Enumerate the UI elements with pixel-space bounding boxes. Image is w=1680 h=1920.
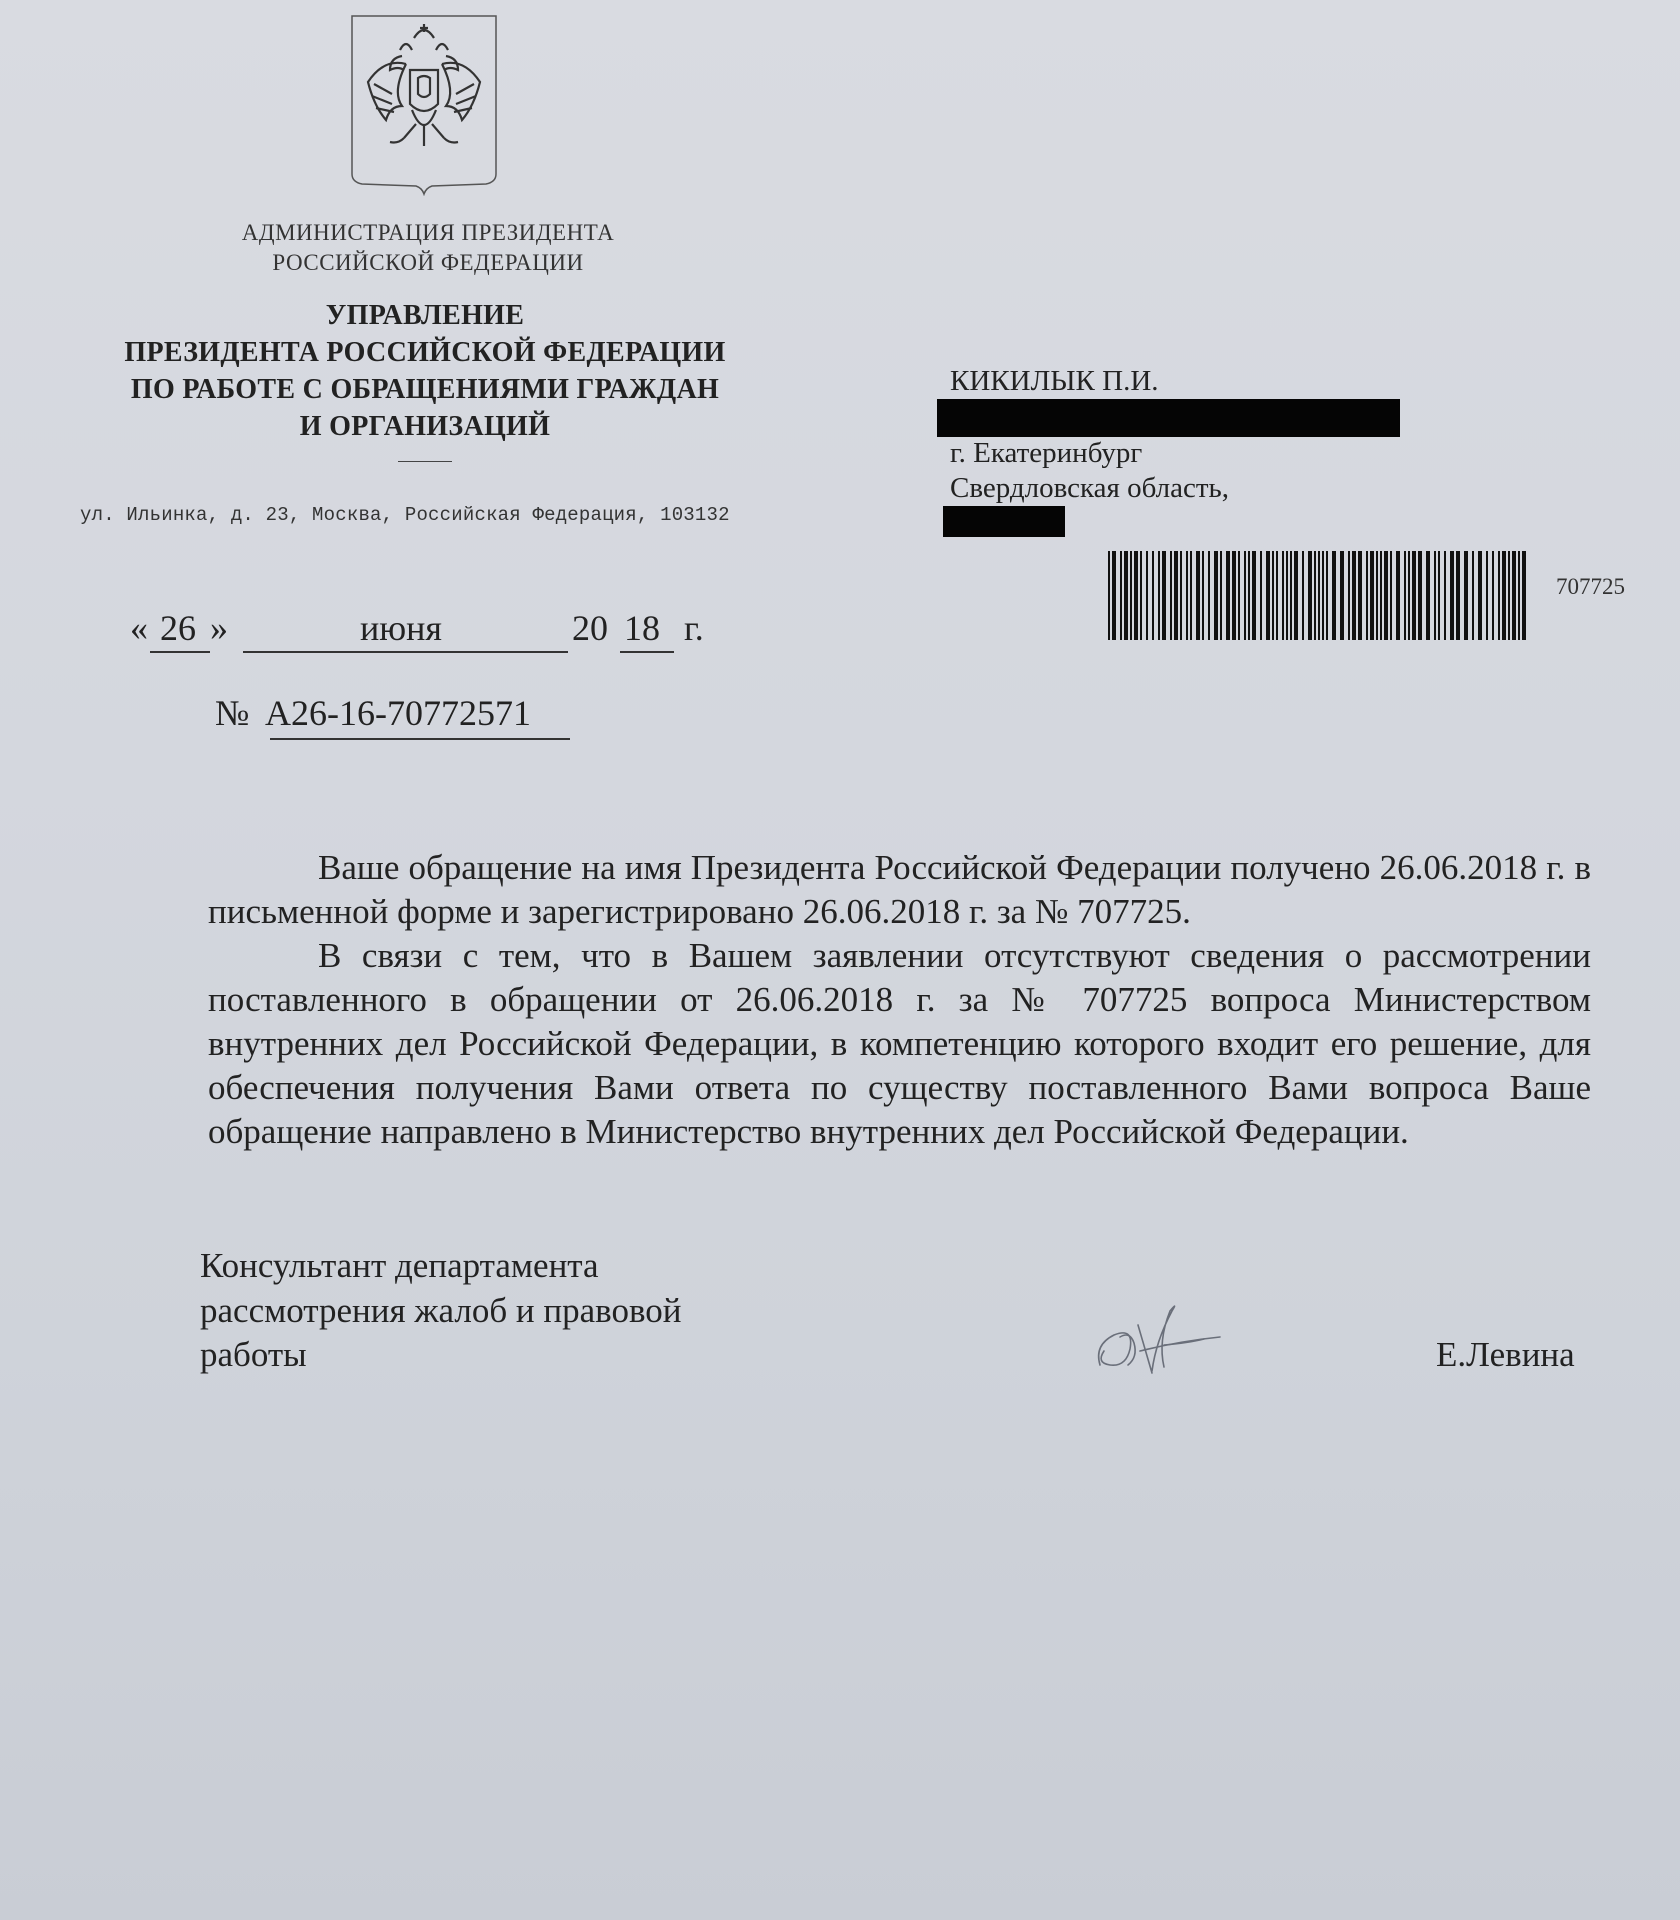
date-quote-open: «	[130, 608, 148, 648]
barcode-bar	[1170, 551, 1172, 640]
signer-role-line2: рассмотрения жалоб и правовой	[200, 1291, 682, 1330]
signer-role-line3: работы	[200, 1335, 307, 1374]
barcode-bar	[1244, 551, 1246, 640]
dept-title-line1: УПРАВЛЕНИЕ	[325, 300, 525, 331]
barcode-bar	[1322, 551, 1324, 640]
barcode-bar	[1286, 551, 1288, 640]
barcode-bar	[1444, 551, 1446, 640]
doc-number: А26-16-70772571	[265, 693, 531, 733]
org-address: ул. Ильинка, д. 23, Москва, Российская Федерация, 103132	[80, 504, 730, 526]
barcode-bar	[1174, 551, 1178, 640]
barcode-bar	[1134, 551, 1138, 640]
barcode-bar	[1238, 551, 1240, 640]
barcode-bar	[1190, 551, 1192, 640]
barcode-bar	[1314, 551, 1316, 640]
recipient-region: Свердловская область,	[950, 472, 1229, 504]
barcode-bar	[1332, 551, 1336, 640]
barcode-bar	[1518, 551, 1520, 640]
barcode-bar	[1226, 551, 1230, 640]
barcode-bar	[1412, 551, 1416, 640]
barcode-bar	[1502, 551, 1506, 640]
admin-title-line2: РОССИЙСКОЙ ФЕДЕРАЦИИ	[272, 250, 584, 275]
barcode-bar	[1152, 551, 1154, 640]
barcode-bar	[1130, 551, 1132, 640]
letter-body	[208, 846, 1591, 1154]
barcode-bar	[1450, 551, 1454, 640]
barcode-bar	[1370, 551, 1374, 640]
doc-number-underline	[270, 738, 570, 740]
barcode-bar	[1124, 551, 1128, 640]
barcode-bar	[1162, 551, 1166, 640]
date-quote-close: »	[210, 608, 228, 648]
barcode-bar	[1508, 551, 1510, 640]
barcode-bar	[1464, 551, 1468, 640]
barcode-bar	[1252, 551, 1256, 640]
barcode-bar	[1220, 551, 1222, 640]
barcode-bar	[1266, 551, 1270, 640]
barcode-bar	[1158, 551, 1160, 640]
barcode-bar	[1202, 551, 1204, 640]
barcode-bar	[1318, 551, 1320, 640]
barcode-bar	[1376, 551, 1378, 640]
barcode-bar	[1232, 551, 1236, 640]
barcode-bar	[1434, 551, 1436, 640]
barcode-bar	[1348, 551, 1350, 640]
dept-title-line2: ПРЕЗИДЕНТА РОССИЙСКОЙ ФЕДЕРАЦИИ	[124, 337, 726, 368]
barcode-bar	[1380, 551, 1382, 640]
barcode-bar	[1272, 551, 1274, 640]
barcode-bar	[1512, 551, 1516, 640]
barcode-bar	[1294, 551, 1298, 640]
russian-coat-of-arms-icon	[346, 14, 502, 196]
barcode-bar	[1426, 551, 1430, 640]
barcode-bar	[1472, 551, 1474, 640]
barcode-bar	[1340, 551, 1344, 640]
redaction-bar	[943, 506, 1065, 537]
barcode-bar	[1282, 551, 1284, 640]
admin-title-line1: АДМИНИСТРАЦИЯ ПРЕЗИДЕНТА	[241, 220, 615, 245]
barcode-bar	[1522, 551, 1526, 640]
body-paragraph-2: В связи с тем, что в Вашем заявлении отсутствуют сведения о рассмотрении поставленного в обращении от 26.06.2018 г. за № 707725 вопроса Министерством внутренних дел Российской Федерации, в компетенцию которого входит его решение, для обеспечения получения Вами ответа по существу поставленного Вами вопроса Ваше обращение направлено в Министерство внутренних дел Российской Федерации.	[208, 936, 1591, 1151]
body-paragraph-1: Ваше обращение на имя Президента Российской Федерации получено 26.06.2018 г. в письменной форме и зарегистрировано 26.06.2018 г. за № 707725.	[208, 848, 1591, 931]
barcode-bar	[1396, 551, 1400, 640]
barcode-bar	[1308, 551, 1312, 640]
barcode-bar	[1248, 551, 1250, 640]
barcode-bar	[1492, 551, 1494, 640]
date-year-prefix: 20	[572, 608, 608, 648]
barcode-number: 707725	[1556, 574, 1625, 599]
recipient-name: КИКИЛЫК П.И.	[950, 365, 1159, 397]
barcode-bar	[1478, 551, 1482, 640]
recipient-city: г. Екатеринбург	[950, 437, 1143, 469]
dept-title-line3: ПО РАБОТЕ С ОБРАЩЕНИЯМИ ГРАЖДАН	[130, 374, 720, 405]
barcode-bar	[1120, 551, 1122, 640]
barcode-bar	[1214, 551, 1218, 640]
barcode-bar	[1418, 551, 1422, 640]
barcode-bar	[1208, 551, 1210, 640]
date-year-underline	[620, 651, 674, 653]
signer-name: Е.Левина	[1436, 1335, 1575, 1374]
barcode	[1108, 551, 1528, 640]
barcode-bar	[1186, 551, 1188, 640]
barcode-bar	[1486, 551, 1488, 640]
barcode-bar	[1260, 551, 1262, 640]
barcode-bar	[1366, 551, 1368, 640]
date-month-underline	[243, 651, 568, 653]
barcode-bar	[1390, 551, 1392, 640]
date-day: 26	[160, 608, 196, 648]
barcode-bar	[1358, 551, 1362, 640]
barcode-bar	[1326, 551, 1328, 640]
date-day-underline	[150, 651, 210, 653]
doc-number-sign: №	[215, 693, 250, 733]
date-month: июня	[360, 608, 442, 648]
header-divider	[398, 461, 452, 462]
barcode-bar	[1112, 551, 1116, 640]
barcode-bar	[1456, 551, 1460, 640]
signer-role-line1: Консультант департамента	[200, 1246, 599, 1285]
barcode-bar	[1404, 551, 1406, 640]
barcode-bar	[1302, 551, 1304, 640]
date-year-suffix: 18	[624, 608, 660, 648]
redaction-bar	[937, 399, 1400, 437]
barcode-bar	[1146, 551, 1148, 640]
date-year-abbrev: г.	[684, 608, 704, 648]
barcode-bar	[1408, 551, 1410, 640]
handwritten-signature	[1080, 1285, 1240, 1385]
barcode-bar	[1352, 551, 1356, 640]
barcode-bar	[1276, 551, 1278, 640]
barcode-bar	[1196, 551, 1200, 640]
barcode-bar	[1498, 551, 1500, 640]
dept-title-line4: И ОРГАНИЗАЦИЙ	[299, 411, 551, 442]
barcode-bar	[1180, 551, 1182, 640]
barcode-bar	[1140, 551, 1142, 640]
barcode-bar	[1438, 551, 1440, 640]
barcode-bar	[1384, 551, 1388, 640]
barcode-bar	[1108, 551, 1110, 640]
barcode-bar	[1290, 551, 1292, 640]
